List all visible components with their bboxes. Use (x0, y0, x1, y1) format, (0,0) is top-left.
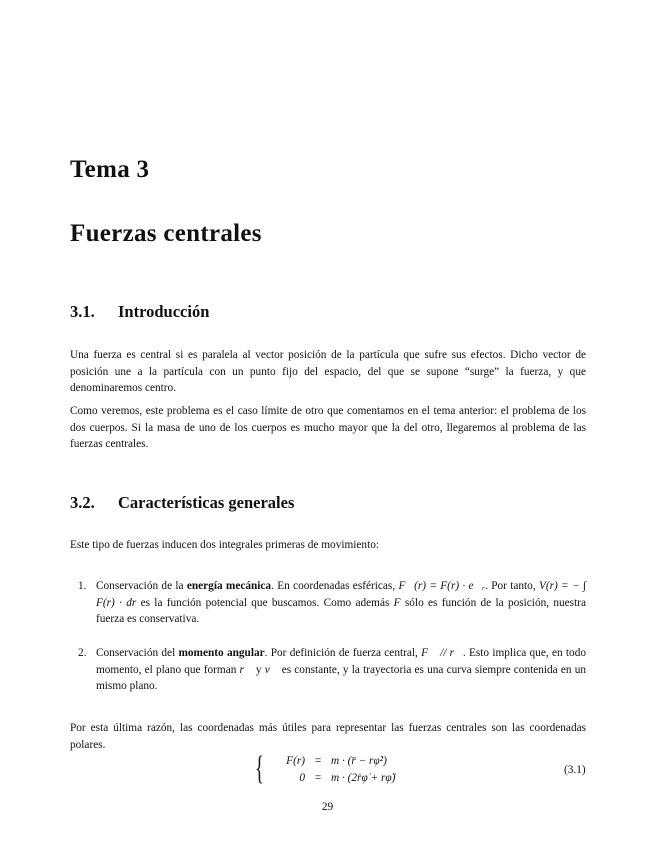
inline-math: F⃗(r) = F(r) · e⃗ᵣ (398, 580, 486, 592)
section-heading-caracteristicas (70, 493, 294, 513)
list-item-text: Conservación de la energía mecánica. En coordenadas esféricas, F⃗(r) = F(r) · e⃗ᵣ. Por tanto, V(r) = − ∫ F(r) · dr es la función potencial que buscamos. Como además F sólo es función de la posición, nuestra fuerza es conservativa. (96, 580, 586, 625)
equation-system (255, 750, 405, 791)
equation-row: 0 = m · (2ṙφ̇ + rφ̈) (299, 772, 396, 784)
list-item-energy (78, 578, 586, 628)
inline-math: V(r) = − ∫ F(r) · dr (96, 580, 586, 609)
equation-row: F(r) = m · (r̈ − rφ̇²) (286, 755, 387, 767)
paragraph-central-force-definition: Una fuerza es central si es paralela al vector posición de la partícula que sufre sus efectos. Dicho vector de posición une a la partícula con un punto fijo del espacio, del que se supone “surge” la fuerza, y que denominaremos centro. (70, 349, 586, 394)
inline-math: F (393, 596, 401, 609)
paragraph-two-body-limit: Como veremos, este problema es el caso límite de otro que comentamos en el tema anterior: el problema de los dos cuerpos. Si la masa de uno de los cuerpos es mucho mayor que la del otro, llegaremos al problema de las fuerzas centrales. (70, 405, 586, 450)
section-number: 3.2. (70, 493, 95, 512)
list-item-text: Conservación del momento angular. Por definición de fuerza central, F⃗ // r⃗. Esto implica que, en todo momento, el plano que forman r⃗ y v⃗ es constante, y la trayectoria es una curva siempre contenida en un mismo plano. (96, 647, 586, 692)
paragraph-intro-integrals: Este tipo de fuerzas inducen dos integrales primeras de movimiento: (70, 539, 380, 551)
chapter-title: Fuerzas centrales (70, 220, 262, 247)
left-brace: { (255, 750, 264, 787)
list-marker: 2. (78, 647, 87, 659)
section-heading-introduccion (70, 302, 209, 322)
bold-term: momento angular (178, 647, 265, 659)
section-title: Introducción (118, 302, 210, 321)
inline-math: r⃗ (239, 663, 253, 676)
list-item-angular-momentum (78, 645, 586, 695)
page-number: 29 (321, 801, 334, 813)
section-title: Características generales (118, 493, 295, 512)
inline-math: F⃗ // r⃗ (421, 647, 463, 659)
bold-term: energía mecánica (186, 580, 272, 592)
section-number: 3.1. (70, 302, 95, 321)
inline-math: v⃗ (264, 663, 279, 676)
list-marker: 1. (78, 580, 87, 592)
equation-number: (3.1) (564, 764, 586, 776)
chapter-label: Tema 3 (70, 156, 150, 183)
paragraph-polar-coordinates: Por esta última razón, las coordenadas más útiles para representar las fuerzas centrales son las coordenadas polares. (70, 722, 586, 751)
